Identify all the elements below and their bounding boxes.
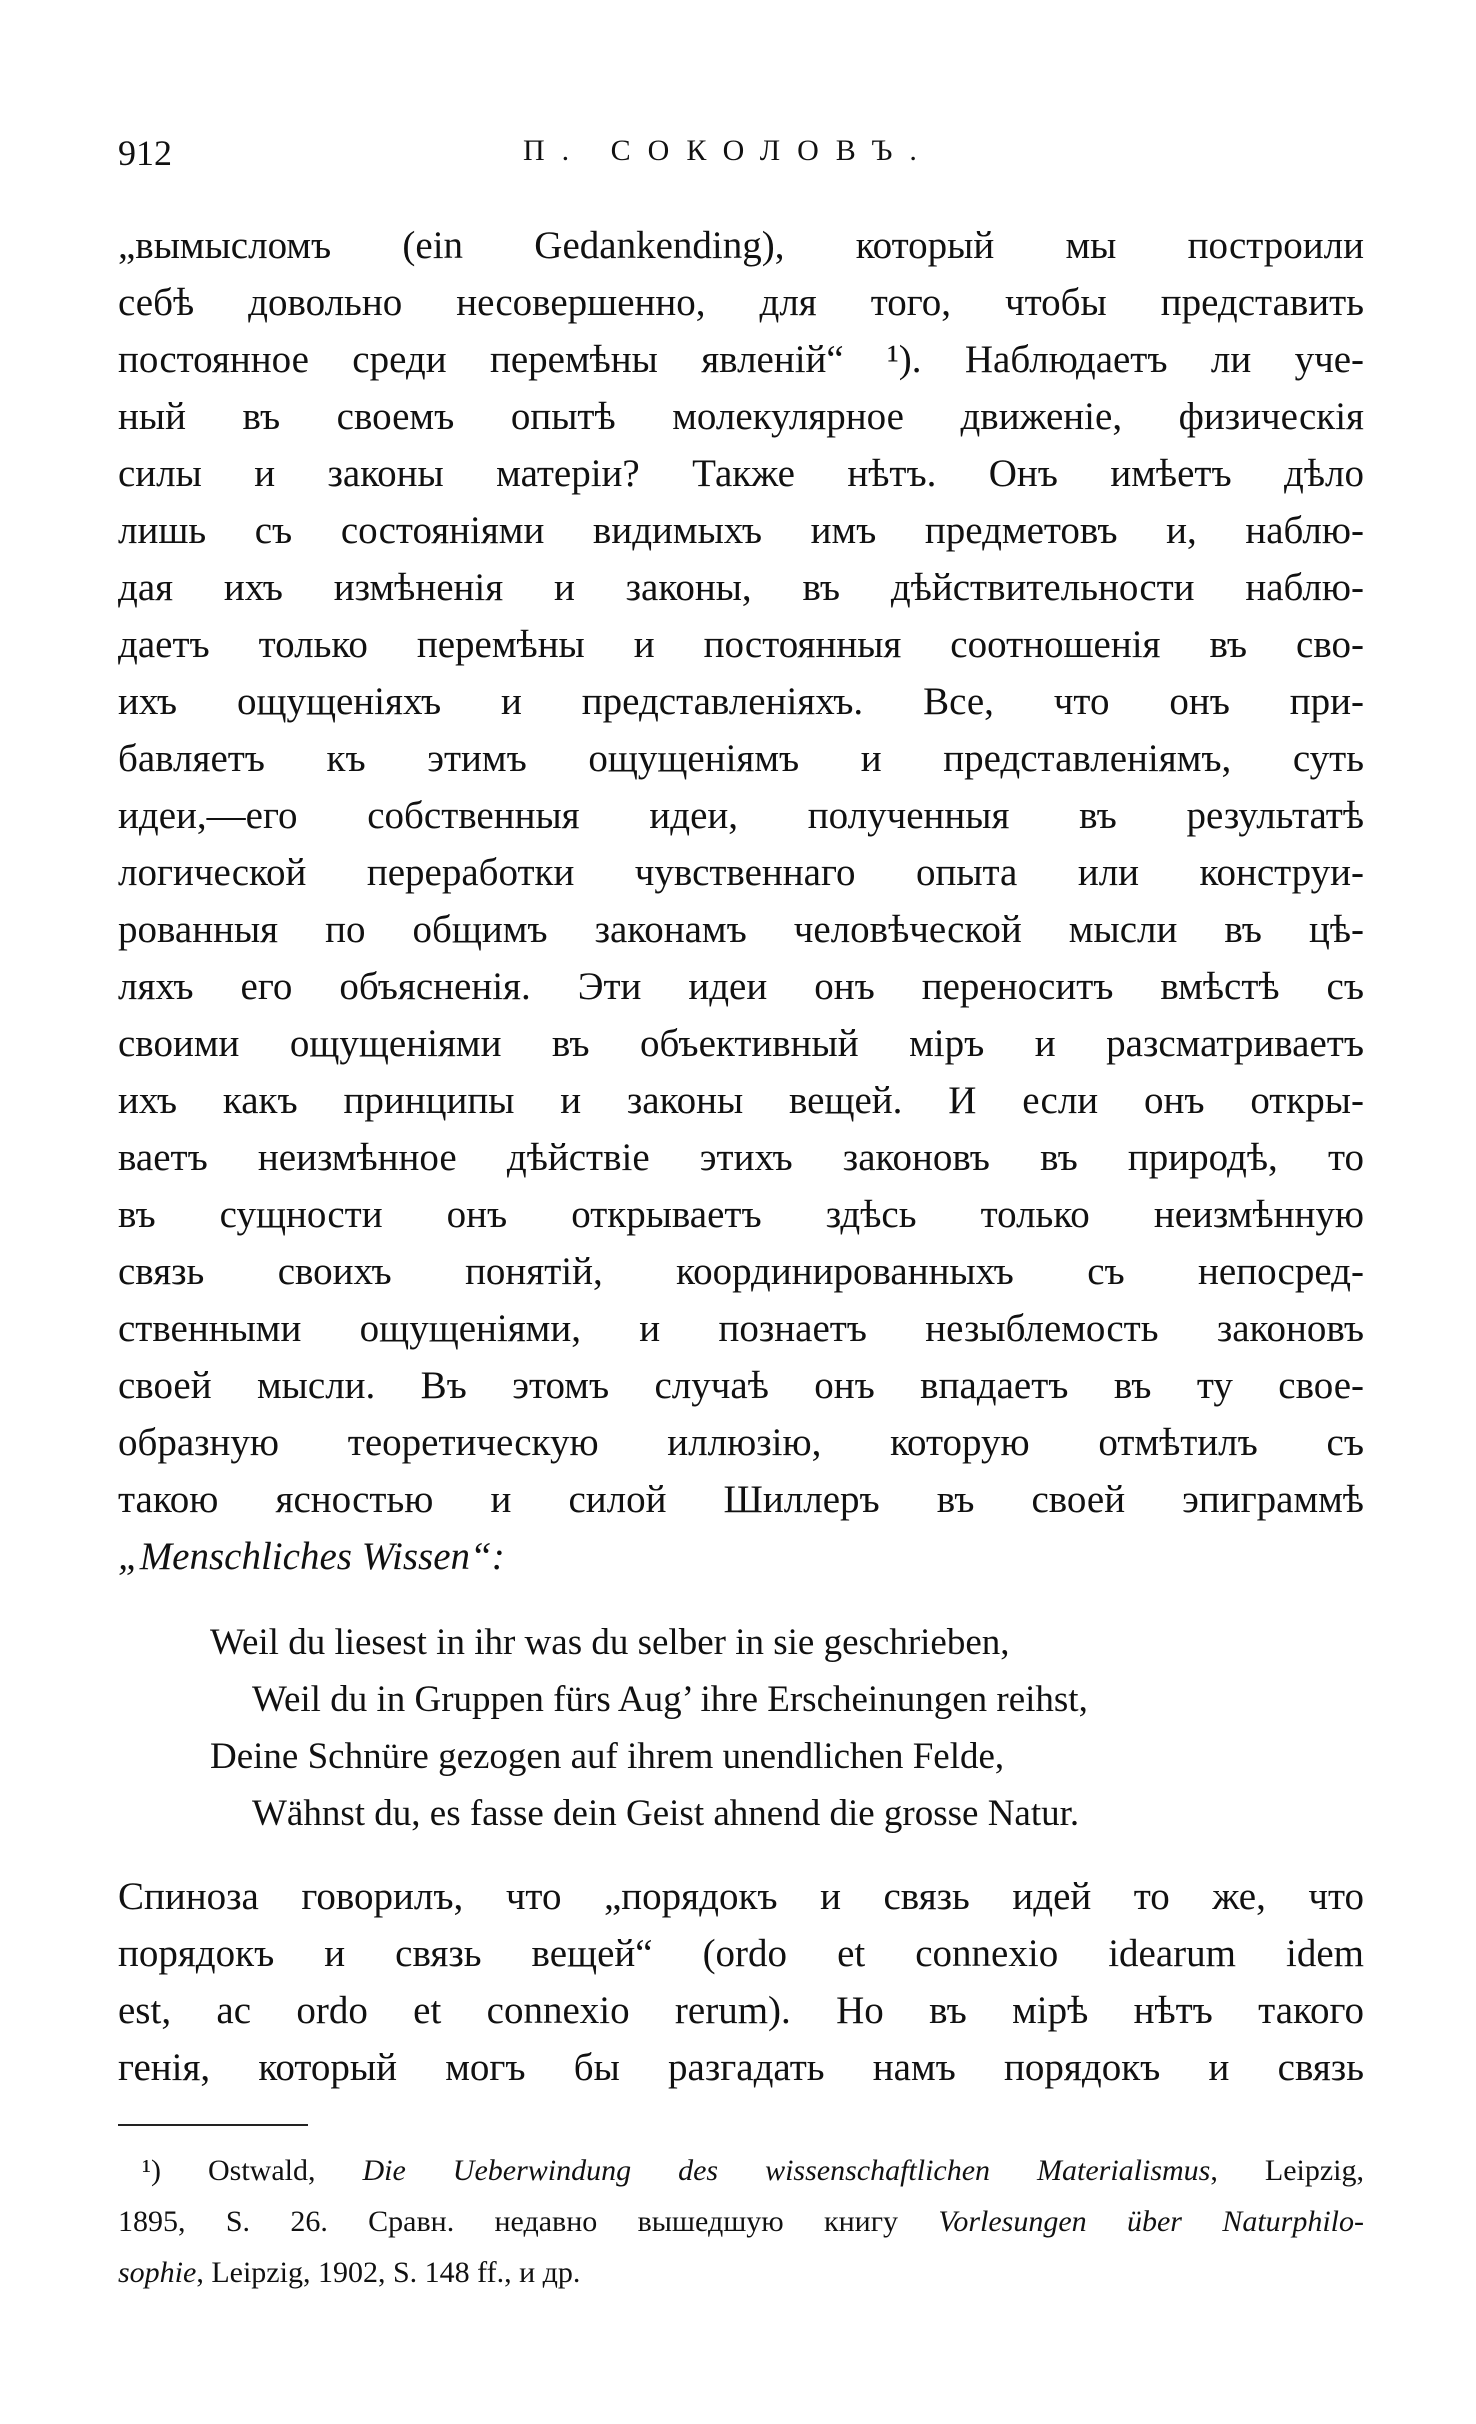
poem-line: Deine Schnüre gezogen auf ihrem unendlichen Felde, <box>210 1736 1005 1777</box>
text-line: своими ощущеніями въ объективный міръ и разсматриваетъ <box>118 1022 1364 1065</box>
text-line: лишь съ состояніями видимыхъ имъ предметовъ и, наблю- <box>118 509 1364 552</box>
footnote-book-title: Die Ueberwindung des wissenschaftlichen Materialismus <box>362 2154 1211 2187</box>
footnote-text: , Leipzig, 1902, S. 148 ff., и др. <box>196 2256 581 2289</box>
poem-line: Wähnst du, es fasse dein Geist ahnend die grosse Natur. <box>252 1793 1080 1834</box>
text-line: бавляетъ къ этимъ ощущеніямъ и представленіямъ, суть <box>118 737 1364 780</box>
text-line: себѣ довольно несовершенно, для того, чтобы представить <box>118 281 1364 324</box>
text-line: Спиноза говорилъ, что „порядокъ и связь идей то же, что <box>118 1875 1364 1918</box>
footnote-text: , Leipzig, <box>1210 2154 1364 2187</box>
text-line: образную теоретическую иллюзію, которую отмѣтилъ съ <box>118 1421 1364 1464</box>
footnote-text: ¹) Ostwald, <box>142 2154 363 2187</box>
second-paragraph <box>118 1868 1364 2096</box>
text-line: est, ac ordo et connexio rerum). Но въ мірѣ нѣтъ такого <box>118 1989 1364 2032</box>
text-line: ваетъ неизмѣнное дѣйствіе этихъ законовъ въ природѣ, то <box>118 1136 1364 1179</box>
footnote-line <box>118 2145 1364 2196</box>
text-line: ный въ своемъ опытѣ молекулярное движеніе, физическія <box>118 395 1364 438</box>
text-line: генія, который могъ бы разгадать намъ порядокъ и связь <box>118 2046 1364 2089</box>
text-line: связь своихъ понятій, координированныхъ съ непосред- <box>118 1250 1364 1293</box>
text-line: порядокъ и связь вещей“ (ordo et connexio idearum idem <box>118 1932 1364 1975</box>
text-line: логической переработки чувственнаго опыта или конструи- <box>118 851 1364 894</box>
footnote-line <box>118 2196 1364 2247</box>
poem <box>0 1614 1476 1842</box>
text-line: ихъ какъ принципы и законы вещей. И если онъ откры- <box>118 1079 1364 1122</box>
text-line: постоянное среди перемѣны явленій“ ¹). Наблюдаетъ ли уче- <box>118 338 1364 381</box>
text-line: силы и законы матеріи? Также нѣтъ. Онъ имѣетъ дѣло <box>118 452 1364 495</box>
poem-line: Weil du in Gruppen fürs Aug’ ihre Erscheinungen reihst, <box>252 1679 1088 1720</box>
footnote-book-title: Vorlesungen über Naturphilo- <box>938 2205 1364 2238</box>
running-title: П. СОКОЛОВЪ. <box>523 134 934 167</box>
footnote-text: 1895, S. 26. Сравн. недавно вышедшую книгу <box>118 2205 939 2238</box>
text-line: рованныя по общимъ законамъ человѣческой мысли въ цѣ- <box>118 908 1364 951</box>
text-line: такою ясностью и силой Шиллеръ въ своей эпиграммѣ <box>118 1478 1364 1521</box>
text-line: идеи,—его собственныя идеи, полученныя въ результатѣ <box>118 794 1364 837</box>
poem-line: Weil du liesest in ihr was du selber in sie geschrieben, <box>210 1622 1010 1663</box>
page-number: 912 <box>118 133 172 173</box>
text-line: ихъ ощущеніяхъ и представленіяхъ. Все, что онъ при- <box>118 680 1364 723</box>
text-line: „вымысломъ (ein Gedankending), который мы построили <box>118 224 1364 267</box>
main-paragraph <box>118 217 1364 1585</box>
text-line: ляхъ его объясненія. Эти идеи онъ переноситъ вмѣстѣ съ <box>118 965 1364 1008</box>
epigram-title: „Menschliches Wissen“: <box>118 1535 505 1578</box>
text-line: ственными ощущеніями, и познаетъ незыблемость законовъ <box>118 1307 1364 1350</box>
text-line: дая ихъ измѣненія и законы, въ дѣйствительности наблю- <box>118 566 1364 609</box>
footnote <box>118 2145 1364 2298</box>
text-line: въ сущности онъ открываетъ здѣсь только неизмѣнную <box>118 1193 1364 1236</box>
footnote-book-title: sophie <box>118 2256 197 2289</box>
footnote-line <box>118 2247 1364 2298</box>
text-line: своей мысли. Въ этомъ случаѣ онъ впадаетъ въ ту свое- <box>118 1364 1364 1407</box>
footnote-divider <box>118 2124 308 2126</box>
text-line: даетъ только перемѣны и постоянныя соотношенія въ сво- <box>118 623 1364 666</box>
